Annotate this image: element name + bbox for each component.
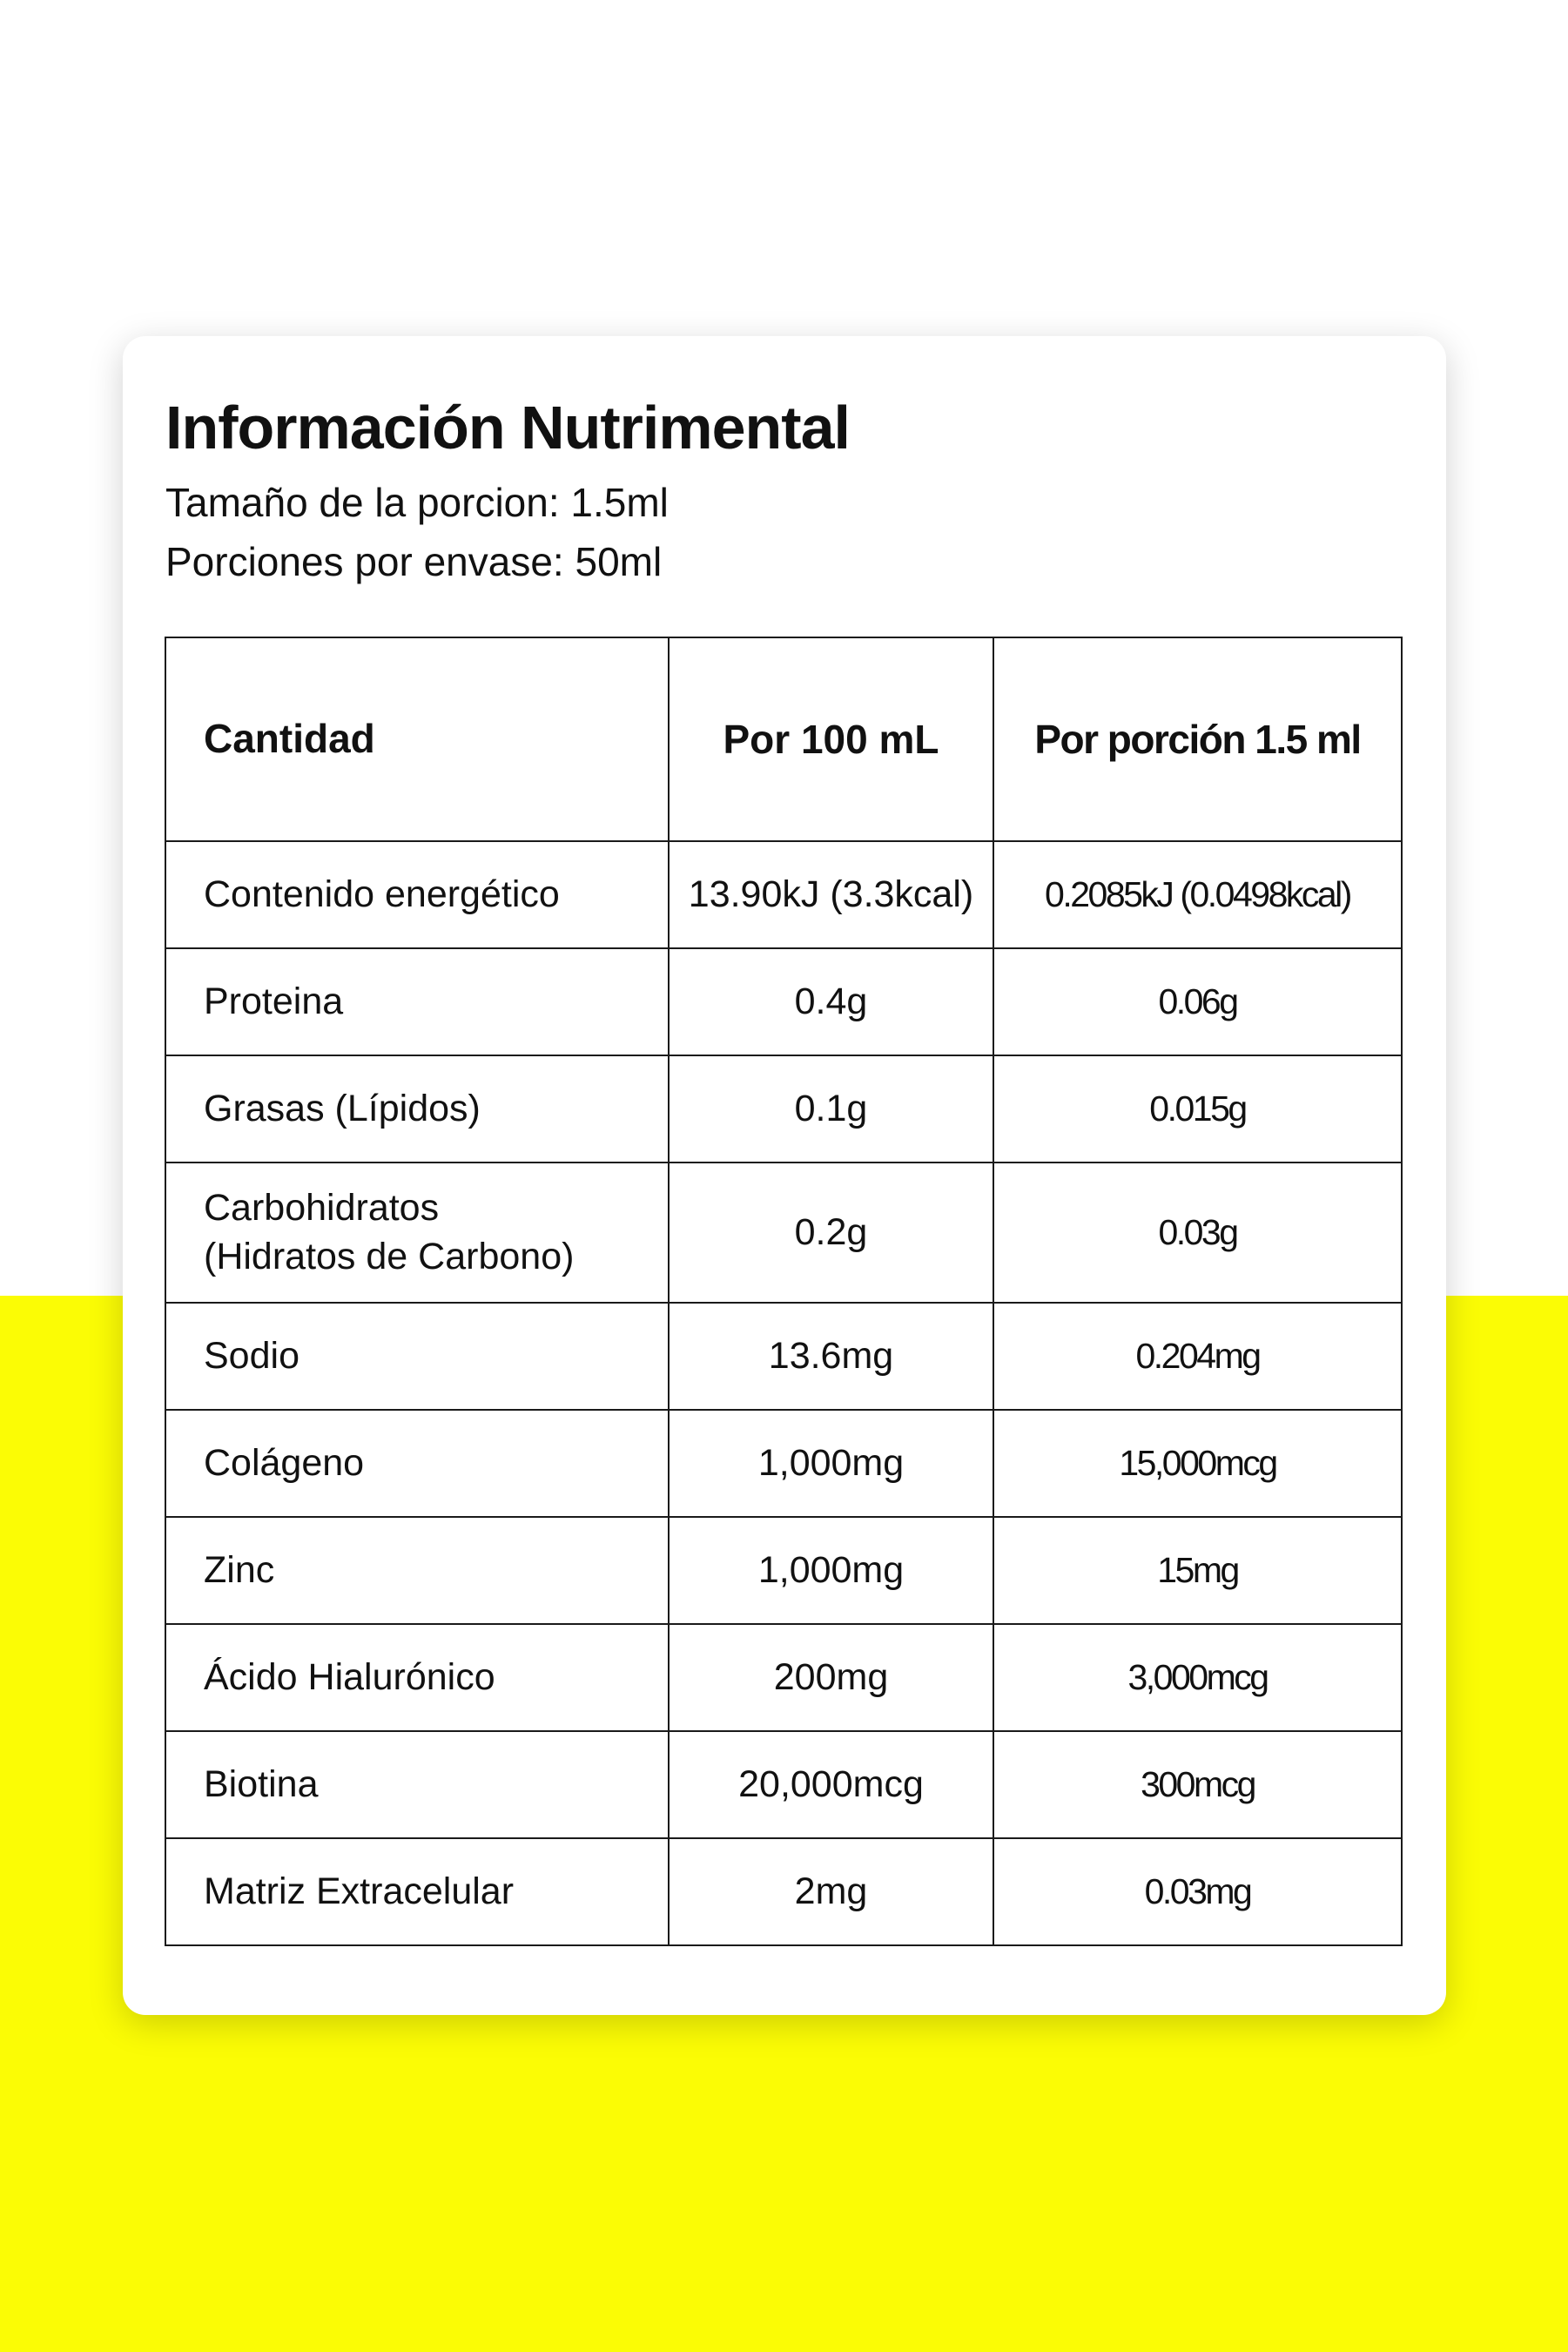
nutrient-name-line: Colágeno	[204, 1441, 365, 1484]
value-per-100ml: 0.1g	[669, 1055, 993, 1163]
nutrition-card	[123, 336, 1446, 2015]
nutrient-name	[165, 1303, 669, 1410]
table-row	[165, 1055, 1402, 1163]
nutrient-name	[165, 1163, 669, 1303]
nutrient-name-line: Sodio	[204, 1334, 299, 1377]
table-row	[165, 1624, 1402, 1731]
value-per-serving: 0.204mg	[993, 1303, 1402, 1410]
header-quantity: Cantidad	[165, 637, 669, 841]
value-per-100ml: 0.2g	[669, 1163, 993, 1303]
value-per-100ml: 13.6mg	[669, 1303, 993, 1410]
page-title: Información Nutrimental	[165, 394, 850, 462]
value-per-100ml: 1,000mg	[669, 1517, 993, 1624]
nutrient-name-line: Zinc	[204, 1548, 275, 1591]
nutrition-table	[165, 637, 1403, 1946]
servings-per-container: Porciones por envase: 50ml	[165, 539, 663, 584]
table-row	[165, 948, 1402, 1055]
header-per-serving: Por porción 1.5 ml	[993, 637, 1402, 841]
nutrient-name	[165, 1055, 669, 1163]
value-per-serving: 0.03g	[993, 1163, 1402, 1303]
value-per-serving: 15mg	[993, 1517, 1402, 1624]
header-per-100ml: Por 100 mL	[669, 637, 993, 841]
value-per-100ml: 2mg	[669, 1838, 993, 1945]
table-row	[165, 841, 1402, 948]
value-per-100ml: 20,000mcg	[669, 1731, 993, 1838]
table-header-row	[165, 637, 1402, 841]
nutrient-name-line: Proteina	[204, 980, 344, 1022]
nutrient-name-line: Contenido energético	[204, 873, 560, 915]
value-per-serving: 3,000mcg	[993, 1624, 1402, 1731]
value-per-100ml: 0.4g	[669, 948, 993, 1055]
nutrient-name	[165, 1410, 669, 1517]
nutrient-name-line: Grasas (Lípidos)	[204, 1087, 481, 1129]
nutrient-name-line: Carbohidratos	[204, 1186, 440, 1229]
table-row	[165, 1517, 1402, 1624]
value-per-100ml: 13.90kJ (3.3kcal)	[669, 841, 993, 948]
table-row	[165, 1731, 1402, 1838]
nutrient-name	[165, 1838, 669, 1945]
value-per-serving: 0.03mg	[993, 1838, 1402, 1945]
nutrient-name-line: (Hidratos de Carbono)	[204, 1235, 575, 1277]
value-per-100ml: 200mg	[669, 1624, 993, 1731]
table-row	[165, 1410, 1402, 1517]
value-per-100ml: 1,000mg	[669, 1410, 993, 1517]
nutrient-name	[165, 841, 669, 948]
value-per-serving: 15,000mcg	[993, 1410, 1402, 1517]
nutrient-name	[165, 1731, 669, 1838]
table-row	[165, 1303, 1402, 1410]
table-row	[165, 1163, 1402, 1303]
nutrient-name	[165, 948, 669, 1055]
value-per-serving: 0.015g	[993, 1055, 1402, 1163]
value-per-serving: 0.2085kJ (0.0498kcal)	[993, 841, 1402, 948]
serving-size: Tamaño de la porcion: 1.5ml	[165, 480, 669, 525]
table-row	[165, 1838, 1402, 1945]
nutrient-name	[165, 1517, 669, 1624]
nutrient-name-line: Ácido Hialurónico	[204, 1655, 495, 1698]
value-per-serving: 0.06g	[993, 948, 1402, 1055]
nutrient-name	[165, 1624, 669, 1731]
nutrient-name-line: Biotina	[204, 1762, 319, 1805]
value-per-serving: 300mcg	[993, 1731, 1402, 1838]
nutrient-name-line: Matriz Extracelular	[204, 1870, 515, 1912]
